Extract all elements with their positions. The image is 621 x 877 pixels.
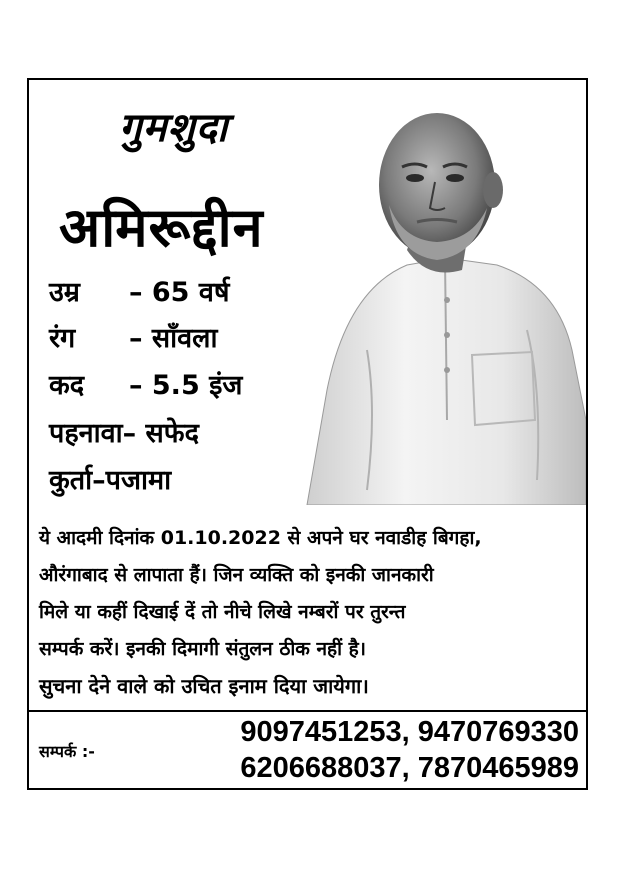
person-name: अमिरूद्दीन [59, 196, 264, 259]
message-paragraph [39, 520, 580, 705]
detail-value: – साँवला [129, 323, 218, 354]
detail-label: उम्र [49, 277, 80, 308]
detail-label: कद [49, 370, 85, 401]
detail-label: रंग [49, 323, 76, 354]
message-line: ये आदमी दिनांक 01.10.2022 से अपने घर नवाडीह बिगहा, [39, 527, 482, 549]
detail-age [49, 272, 230, 309]
phone-line: 9097451253, 9470769330 [240, 716, 579, 748]
person-photo-icon [297, 90, 586, 505]
detail-value: – 5.5 इंज [129, 370, 243, 401]
message-line: औरंगाबाद से लापाता हैं। जिन व्यक्ति को इनकी जानकारी [39, 564, 434, 586]
message-line: मिले या कहीं दिखाई दें तो नीचे लिखे नम्बरों पर तुरन्त [39, 601, 406, 623]
poster-title: गुमशुदा [119, 105, 229, 151]
message-line: सम्पर्क करें। इनकी दिमागी संतुलन ठीक नहीं है। [39, 638, 366, 660]
message-line: सुचना देने वाले को उचित इनाम दिया जायेगा। [39, 674, 369, 698]
contact-label: सम्पर्क :- [39, 742, 95, 761]
detail-complexion [49, 318, 217, 355]
detail-height [49, 365, 242, 402]
detail-attire-continued [49, 460, 171, 497]
contact-divider [29, 710, 586, 712]
contact-phones [149, 714, 579, 786]
detail-label: पहनावा [49, 418, 123, 449]
detail-value: कुर्ता–पजामा [49, 465, 172, 496]
detail-value: – 65 वर्ष [129, 277, 230, 308]
detail-attire [49, 413, 199, 450]
detail-value: – सफेद [122, 418, 199, 449]
phone-line: 6206688037, 7870465989 [240, 752, 579, 784]
missing-person-poster [27, 78, 588, 790]
